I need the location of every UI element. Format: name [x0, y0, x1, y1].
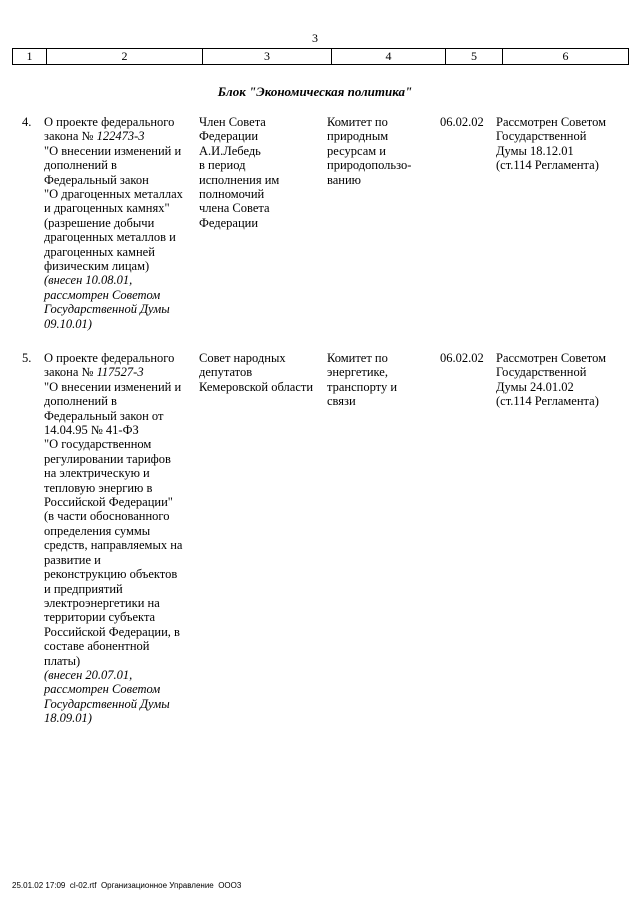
bill-subject: "О внесении изменений и дополнений в Федеральный закон "О драгоценных металлах и драгоценных камнях" (разрешение добычи драгоценных металлов и драгоценных камней физическим лицам) — [44, 143, 183, 274]
column-number-header — [12, 48, 629, 65]
review-result: Рассмотрен Советом Государственной Думы 24.01.02 (ст.114 Регламента) — [496, 351, 607, 409]
bill-author: Член Совета Федерации А.И.Лебедь в период исполнения им полномочий члена Совета Федерации — [199, 115, 280, 230]
column-number: 5 — [446, 49, 503, 65]
bill-description — [44, 115, 183, 331]
responsible-committee: Комитет по энергетике, транспорту и связи — [327, 351, 398, 409]
bill-title: О проекте федерального закона № — [44, 115, 175, 144]
bill-status: (внесен 20.07.01, рассмотрен Советом Государственной Думы 18.09.01) — [44, 667, 170, 726]
bill-status: (внесен 10.08.01, рассмотрен Советом Государственной Думы 09.10.01) — [44, 273, 170, 331]
bill-author: Совет народных депутатов Кемеровской области — [199, 351, 314, 394]
column-number: 3 — [203, 49, 332, 65]
bill-title: О проекте федерального закона № — [44, 351, 175, 380]
entry-number: 4. — [22, 115, 32, 129]
review-date: 06.02.02 — [440, 351, 484, 365]
review-date: 06.02.02 — [440, 115, 484, 129]
column-number: 2 — [47, 49, 203, 65]
bill-description — [44, 351, 182, 726]
print-footer: 25.01.02 17:09 cl-02.rtf Организационное Управление ООО3 — [12, 881, 242, 890]
bill-number: 117527-3 — [96, 365, 144, 380]
bill-number: 122473-3 — [96, 129, 145, 144]
column-number: 6 — [503, 49, 629, 65]
entry-number: 5. — [22, 351, 32, 365]
bill-subject: "О внесении изменений и дополнений в Федеральный закон от 14.04.95 № 41-ФЗ "О государственном регулировании тарифов на электрическую и тепловую энергию в Российской Федерации" (в части обоснованного определения суммы средств, направляемых на развитие и реконструкцию объектов и предприятий электроэнергетики на территории субъекта Российской Федерации, в составе абонентной платы) — [44, 379, 183, 668]
block-title: Блок "Экономическая политика" — [217, 84, 413, 99]
column-number: 4 — [332, 49, 446, 65]
review-result: Рассмотрен Советом Государственной Думы 18.12.01 (ст.114 Регламента) — [496, 115, 607, 173]
column-number: 1 — [13, 49, 47, 65]
responsible-committee: Комитет по природным ресурсам и природопользо- ванию — [327, 115, 412, 187]
page-number: 3 — [312, 31, 318, 45]
